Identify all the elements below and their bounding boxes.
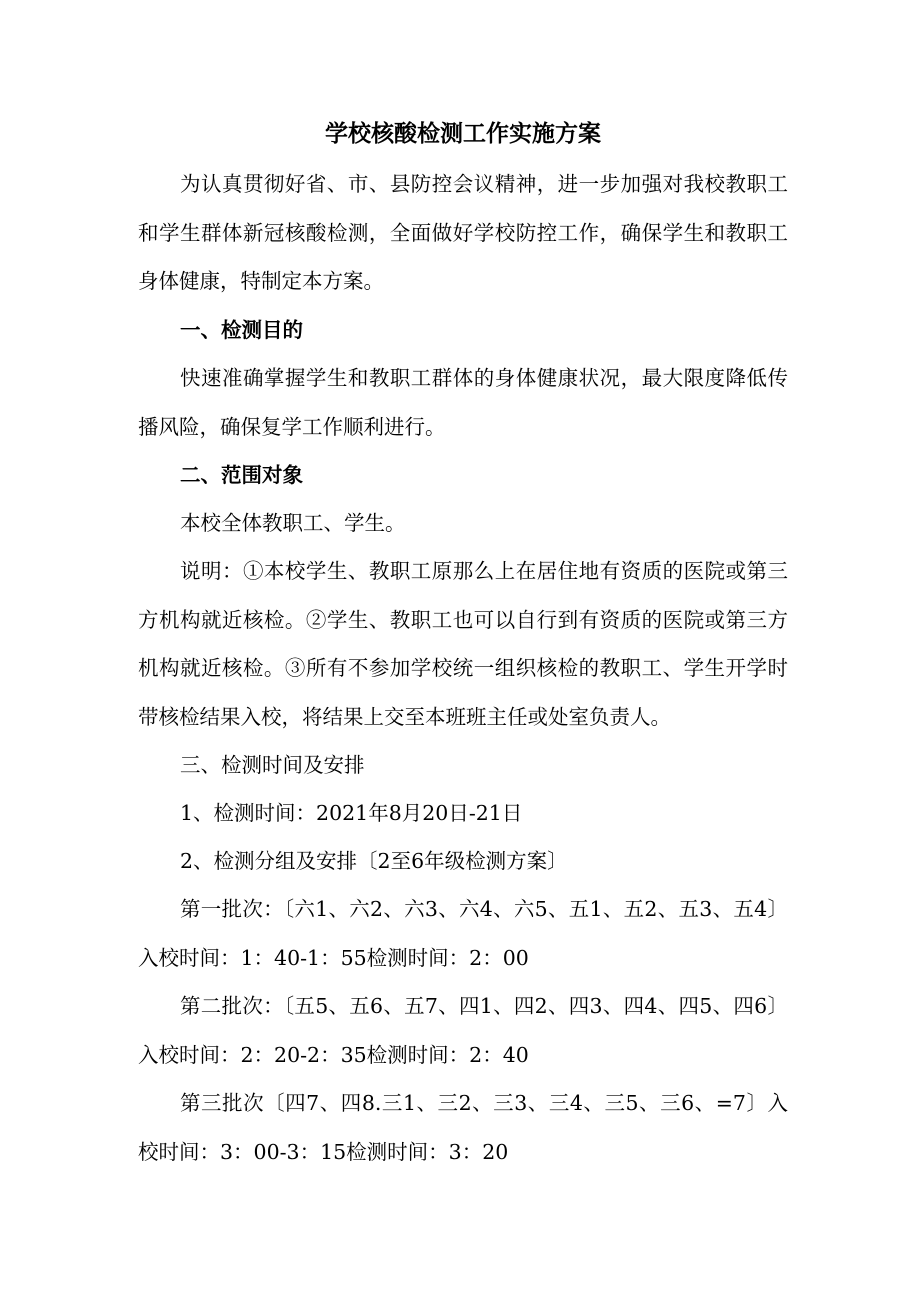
section-heading-purpose: 一、检测目的	[180, 318, 303, 342]
schedule-item-groups: 2、检测分组及安排〔2至6年级检测方案〕	[180, 849, 568, 873]
scope-note-paragraph: 说明：①本校学生、教职工原那么上在居住地有资质的医院或第三方机构就近核检。②学生、教职工也可以自行到有资质的医院或第三方机构就近核检。③所有不参加学校统一组织核检的教职工、学生开学时带核检结果入校，将结果上交至本班班主任或处室负责人。	[138, 559, 788, 729]
scope-paragraph: 本校全体教职工、学生。	[180, 511, 406, 535]
intro-paragraph: 为认真贯彻好省、市、县防控会议精神，进一步加强对我校教职工和学生群体新冠核酸检测，全面做好学校防控工作，确保学生和教职工身体健康，特制定本方案。	[138, 172, 788, 293]
batch-3-paragraph: 第三批次〔四7、四8.三1、三2、三3、三4、三5、三6、=7〕入校时间：3：00-3：15检测时间：3：20	[138, 1091, 788, 1164]
section-heading-schedule: 三、检测时间及安排	[180, 753, 365, 777]
batch-2-paragraph: 第二批次：〔五5、五6、五7、四1、四2、四3、四4、四5、四6〕入校时间：2：20-2：35检测时间：2：40	[138, 994, 788, 1067]
document-page	[138, 0, 788, 1302]
purpose-paragraph: 快速准确掌握学生和教职工群体的身体健康状况，最大限度降低传播风险，确保复学工作顺利进行。	[138, 366, 788, 439]
schedule-item-time: 1、检测时间：2021年8月20日-21日	[180, 801, 523, 825]
document-title: 学校核酸检测工作实施方案	[325, 121, 601, 147]
section-heading-scope: 二、范围对象	[180, 463, 303, 487]
batch-1-paragraph: 第一批次：〔六1、六2、六3、六4、六5、五1、五2、五3、五4〕入校时间：1：40-1：55检测时间：2：00	[138, 897, 788, 970]
